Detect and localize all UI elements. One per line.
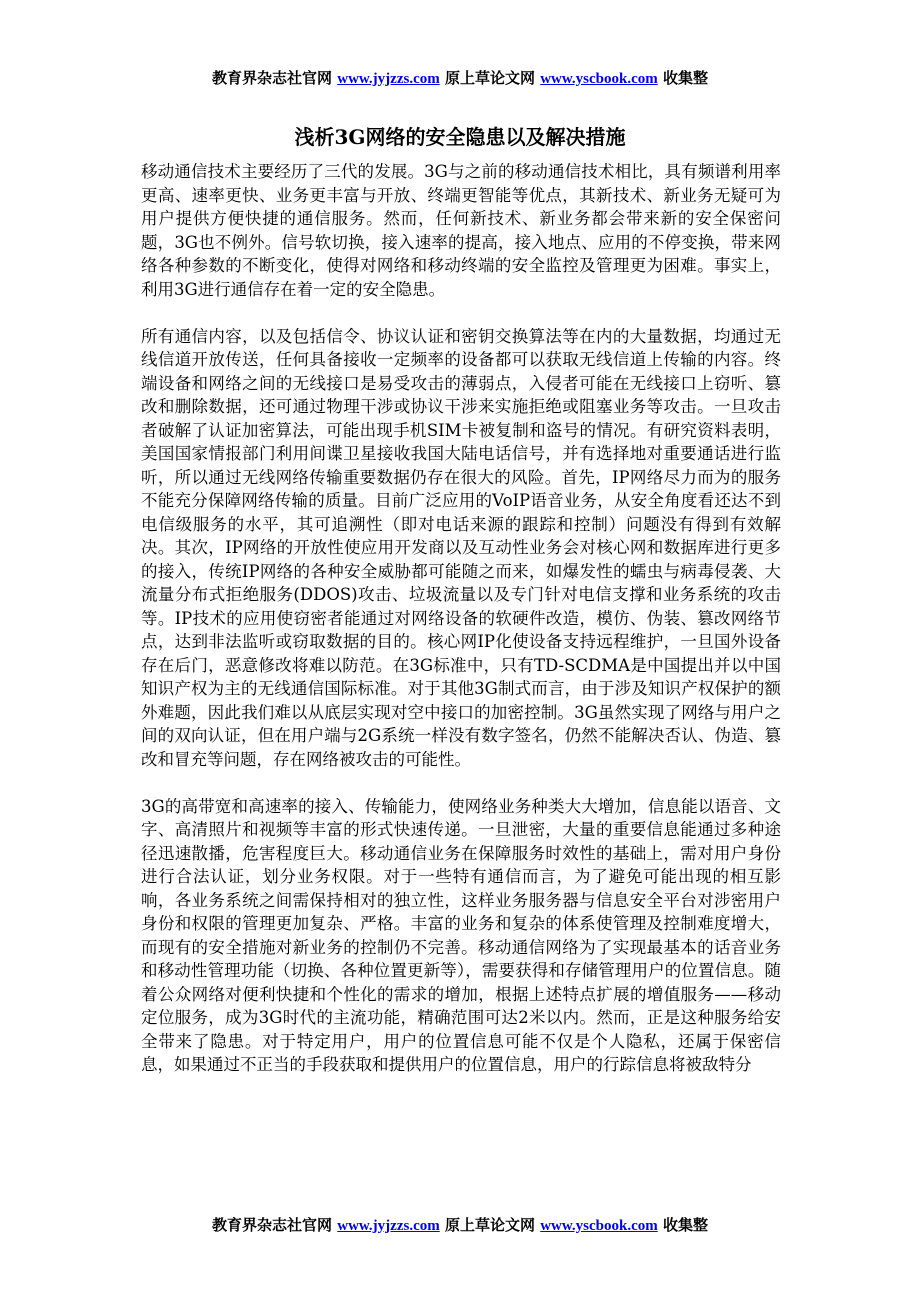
header-link-jyjzzs[interactable]: www.jyjzzs.com — [337, 71, 440, 87]
body-paragraph-1: 移动通信技术主要经历了三代的发展。3G与之前的移动通信技术相比，具有频谱利用率更高、速率更快、业务更丰富与开放、终端更智能等优点，其新技术、新业务无疑可为用户提供方便快捷的通信服务。然而，任何新技术、新业务都会带来新的安全保密问题，3G也不例外。信号软切换，接入速率的提高，接入地点、应用的不停变换，带来网络各种参数的不断变化，使得对网络和移动终端的安全监控及管理更为困难。事实上，利用3G进行通信存在着一定的安全隐患。 — [141, 162, 781, 299]
header-link-yscbook[interactable]: www.yscbook.com — [540, 71, 658, 87]
body-paragraph-2: 所有通信内容，以及包括信令、协议认证和密钥交换算法等在内的大量数据，均通过无线信道开放传送，任何具备接收一定频率的设备都可以获取无线信道上传输的内容。终端设备和网络之间的无线接口是易受攻击的薄弱点，入侵者可能在无线接口上窃听、篡改和删除数据，还可通过物理干涉或协议干涉来实施拒绝或阻塞业务等攻击。一旦攻击者破解了认证加密算法，可能出现手机SIM卡被复制和盗号的情况。有研究资料表明，美国国家情报部门利用间谍卫星接收我国大陆电话信号，并有选择地对重要通话进行监听，所以通过无线网络传输重要数据仍存在很大的风险。首先，IP网络尽力而为的服务不能充分保障网络传输的质量。目前广泛应用的VoIP语音业务，从安全角度看还达不到电信级服务的水平，其可追溯性（即对电话来源的跟踪和控制）问题没有得到有效解决。其次，IP网络的开放性使应用开发商以及互动性业务会对核心网和数据库进行更多的接入，传统IP网络的各种安全威胁都可能随之而来，如爆发性的蠕虫与病毒侵袭、大流量分布式拒绝服务(DDOS)攻击、垃圾流量以及专门针对电信支撑和业务系统的攻击等。IP技术的应用使窃密者能通过对网络设备的软硬件改造，模仿、伪装、篡改网络节点，达到非法监听或窃取数据的目的。核心网IP化使设备支持远程维护，一旦国外设备存在后门，恶意修改将难以防范。在3G标准中，只有TD-SCDMA是中国提出并以中国知识产权为主的无线通信国际标准。对于其他3G制式而言，由于涉及知识产权保护的额外难题，因此我们难以从底层实现对空中接口的加密控制。3G虽然实现了网络与用户之间的双向认证，但在用户端与2G系统一样没有数字签名，仍然不能解决否认、伪造、篡改和冒充等问题，存在网络被攻击的可能性。 — [141, 326, 781, 769]
footer-link-yscbook[interactable]: www.yscbook.com — [540, 1218, 658, 1234]
page-header — [0, 68, 920, 89]
page-footer — [0, 1215, 920, 1236]
document-title: 浅析3G网络的安全隐患以及解决措施 — [294, 125, 626, 149]
header-site-label: 教育界杂志社官网 — [212, 69, 333, 87]
footer-site-label: 教育界杂志社官网 — [212, 1216, 333, 1234]
body-paragraph-3: 3G的高带宽和高速率的接入、传输能力，使网络业务种类大大增加，信息能以语音、文字、高清照片和视频等丰富的形式快速传递。一旦泄密，大量的重要信息能通过多种途径迅速散播，危害程度巨大。移动通信业务在保障服务时效性的基础上，需对用户身份进行合法认证，划分业务权限。对于一些特有通信而言，为了避免可能出现的相互影响，各业务系统之间需保持相对的独立性，这样业务服务器与信息安全平台对涉密用户身份和权限的管理更加复杂、严格。丰富的业务和复杂的体系使管理及控制难度增大，而现有的安全措施对新业务的控制仍不完善。移动通信网络为了实现最基本的话音业务和移动性管理功能（切换、各种位置更新等），需要获得和存储管理用户的位置信息。随着公众网络对便利快捷和个性化的需求的增加，根据上述特点扩展的增值服务——移动定位服务，成为3G时代的主流功能，精确范围可达2米以内。然而，正是这种服务给安全带来了隐患。对于特定用户，用户的位置信息可能不仅是个人隐私，还属于保密信息，如果通过不正当的手段获取和提供用户的位置信息，用户的行踪信息将被敌特分 — [141, 796, 781, 1074]
footer-suffix-label: 收集整 — [662, 1216, 708, 1234]
header-middle-label: 原上草论文网 — [444, 69, 535, 87]
footer-link-jyjzzs[interactable]: www.jyjzzs.com — [337, 1218, 440, 1234]
document-body — [141, 160, 781, 1077]
footer-middle-label: 原上草论文网 — [444, 1216, 535, 1234]
header-suffix-label: 收集整 — [662, 69, 708, 87]
